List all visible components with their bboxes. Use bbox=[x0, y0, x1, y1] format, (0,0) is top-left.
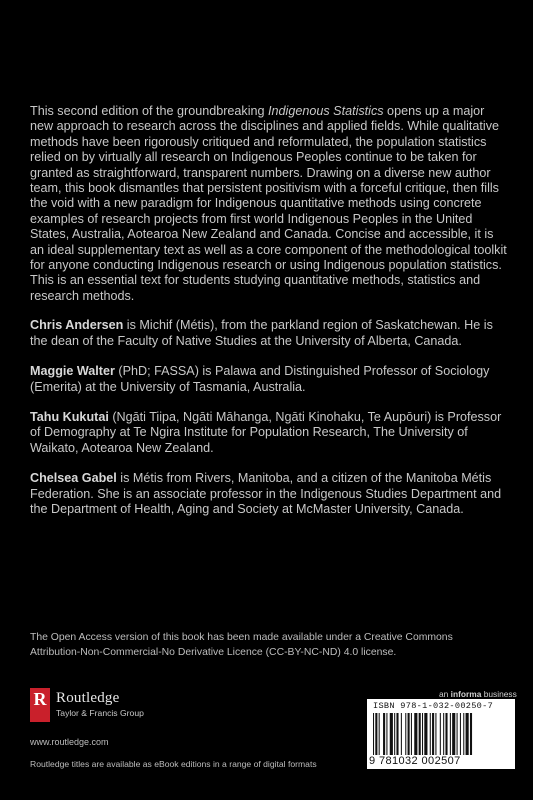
publisher-website[interactable]: www.routledge.com bbox=[30, 737, 109, 747]
author-name: Chelsea Gabel bbox=[30, 471, 117, 486]
routledge-logo bbox=[30, 688, 250, 734]
book-description: This second edition of the groundbreaking Indigenous Statistics opens up a major new approach to research across the disciplines and applied fields. While qualitative methods have been rigorously critiqued and reformulated, the population statistics relied on by virtually all research on Indigenous Peoples continue to be taken for granted as straightforward, transparent numbers. Drawing on a diverse new author team, this book dismantles that persistent positivism with a forceful critique, then fills the void with a new paradigm for Indigenous quantitative methods using concrete examples of research projects from first world Indigenous Peoples in the United States, Australia, Aotearoa New Zealand and Canada. Concise and accessible, it is an ideal supplementary text as well as a core component of the methodological toolkit for anyone conducting Indigenous research or using Indigenous population statistics. This is an essential text for students studying quantitative methods, statistics and research methods. bbox=[30, 104, 507, 303]
barcode-bar bbox=[460, 713, 461, 755]
barcode-bar bbox=[466, 713, 469, 755]
barcode-bar bbox=[430, 713, 431, 755]
routledge-mark-icon bbox=[30, 688, 50, 722]
barcode-bar bbox=[386, 713, 387, 755]
barcode-bar bbox=[424, 713, 427, 755]
barcode-bar bbox=[411, 713, 412, 755]
barcode-bar bbox=[390, 713, 393, 755]
author-name: Chris Andersen bbox=[30, 318, 124, 333]
author-bio: Chris Andersen is Michif (Métis), from the parkland region of Saskatchewan. He is the dean of the Faculty of Native Studies at the University of Alberta, Canada. bbox=[30, 318, 493, 348]
author-name: Maggie Walter bbox=[30, 364, 115, 379]
isbn-text: ISBN 978-1-032-00250-7 bbox=[373, 701, 494, 711]
barcode-digits: 9 781032 002507 bbox=[369, 755, 461, 767]
author-bio: Maggie Walter (PhD; FASSA) is Palawa and Distinguished Professor of Sociology (Emerita) at the University of Tasmania, Australia. bbox=[30, 364, 490, 394]
barcode-bar bbox=[452, 713, 455, 755]
barcode-bar bbox=[457, 713, 458, 755]
barcode-bar bbox=[405, 713, 406, 755]
barcode-bar bbox=[419, 713, 421, 755]
barcode-bar bbox=[443, 713, 444, 755]
barcode-bar bbox=[394, 713, 395, 755]
isbn-barcode bbox=[367, 699, 515, 769]
barcode-bar bbox=[440, 713, 441, 755]
back-cover-text bbox=[30, 104, 508, 532]
barcode-bar bbox=[373, 713, 374, 755]
barcode-bar bbox=[470, 713, 472, 755]
author-name: Tahu Kukutai bbox=[30, 409, 109, 424]
publisher-group: Taylor & Francis Group bbox=[56, 708, 144, 718]
barcode-bar bbox=[383, 713, 385, 755]
svg-text:R: R bbox=[33, 689, 47, 709]
barcode-bar bbox=[450, 713, 451, 755]
barcode-bar bbox=[435, 713, 436, 755]
author-bio: Tahu Kukutai (Ngāti Tiipa, Ngāti Māhanga, Ngāti Kinohaku, Te Aupōuri) is Professor of Demography at Te Ngira Institute for Population Research, The University of Waikato, Aotearoa New Zealand. bbox=[30, 409, 502, 455]
barcode-bars bbox=[373, 713, 509, 755]
barcode-bar bbox=[396, 713, 398, 755]
author-bio: Chelsea Gabel is Métis from Rivers, Manitoba, and a citizen of the Manitoba Métis Federation. She is an associate professor in the Indigenous Studies Department and the Department of Health, Aging and Society at McMaster University, Canada. bbox=[30, 471, 502, 516]
barcode-bar bbox=[375, 713, 377, 755]
barcode-bar bbox=[445, 713, 447, 755]
barcode-bar bbox=[414, 713, 417, 755]
barcode-bar bbox=[408, 713, 410, 755]
publisher-name: Routledge bbox=[56, 690, 120, 706]
barcode-bar bbox=[432, 713, 434, 755]
barcode-bar bbox=[401, 713, 402, 755]
informa-business-label: an informa business bbox=[439, 689, 517, 699]
barcode-bar bbox=[422, 713, 423, 755]
book-title: Indigenous Statistics bbox=[268, 104, 384, 118]
barcode-bar bbox=[463, 713, 464, 755]
open-access-notice: The Open Access version of this book has been made available under a Creative Commons Attribution-Non-Commercial-No Derivative Licence (CC-BY-NC-ND) 4.0 license. bbox=[30, 632, 453, 658]
barcode-bar bbox=[379, 713, 380, 755]
ebook-notice: Routledge titles are available as eBook editions in a range of digital formats bbox=[30, 759, 317, 769]
